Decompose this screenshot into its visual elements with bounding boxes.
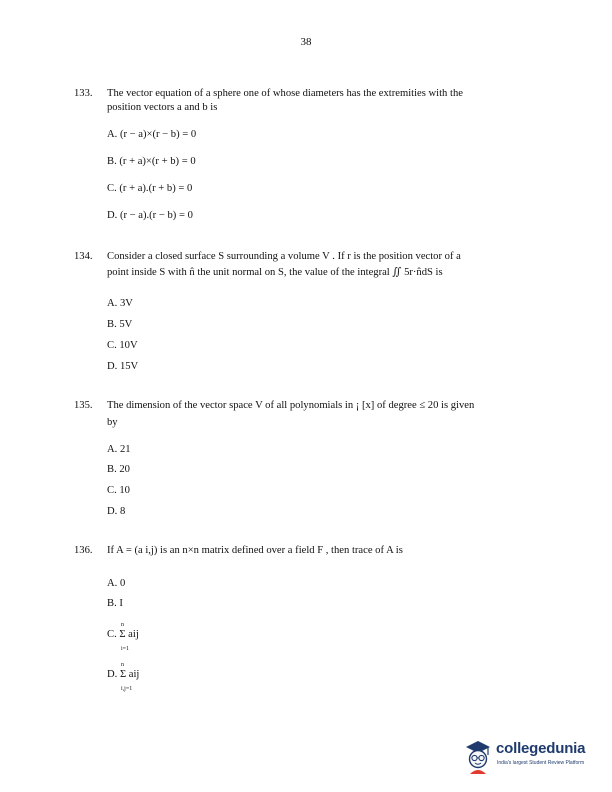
option-d-upper-limit: n (121, 662, 124, 668)
question-number: 133. (74, 88, 93, 99)
question-number: 135. (74, 400, 93, 411)
question-stem-line1: Consider a closed surface S surrounding a volume V . If r is the position vector of a (107, 251, 461, 262)
option-c: C. 10 (107, 485, 130, 496)
option-d: D. 8 (107, 506, 126, 517)
question-number: 136. (74, 545, 93, 556)
collegedunia-logo (462, 738, 584, 778)
student-mascot-icon (462, 738, 494, 776)
option-a: A. 21 (107, 444, 131, 455)
option-a: A. 0 (107, 578, 126, 589)
option-d: D. (r − a).(r − b) = 0 (107, 210, 193, 221)
question-stem-line2: by (107, 417, 118, 428)
question-stem-line2: point inside S with n̂ the unit normal on S, the value of the integral ∬ 5r·n̂dS is (107, 267, 443, 278)
option-c-text: C. Σ aij (107, 629, 139, 640)
question-number: 134. (74, 251, 93, 262)
option-c: C. 10V (107, 340, 138, 351)
option-c-upper-limit: n (121, 622, 124, 628)
question-stem-line1: The dimension of the vector space V of all polynomials in ¡ [x] of degree ≤ 20 is given (107, 400, 475, 411)
option-c (107, 622, 139, 652)
option-b: B. (r + a)×(r + b) = 0 (107, 156, 196, 167)
option-d: D. 15V (107, 361, 139, 372)
question-stem-line2: position vectors a and b is (107, 102, 218, 113)
option-b: B. 5V (107, 319, 133, 330)
option-d-lower-limit: i,j=1 (121, 686, 133, 692)
option-c-lower-limit: i=1 (121, 646, 130, 652)
logo-wordmark: collegedunia (496, 740, 586, 757)
option-b: B. 20 (107, 464, 130, 475)
logo-tagline: India's largest Student Review Platform (497, 760, 585, 766)
question-stem-line1: The vector equation of a sphere one of whose diameters has the extremities with the (107, 88, 463, 99)
option-a: A. (r − a)×(r − b) = 0 (107, 129, 197, 140)
option-a: A. 3V (107, 298, 133, 309)
option-d (107, 662, 140, 692)
option-c: C. (r + a).(r + b) = 0 (107, 183, 193, 194)
option-d-text: D. Σ aij (107, 669, 140, 680)
option-b: B. I (107, 598, 123, 609)
question-stem-line1: If A = (a i,j) is an n×n matrix defined over a field F , then trace of A is (107, 545, 403, 556)
page-number: 38 (300, 36, 312, 48)
